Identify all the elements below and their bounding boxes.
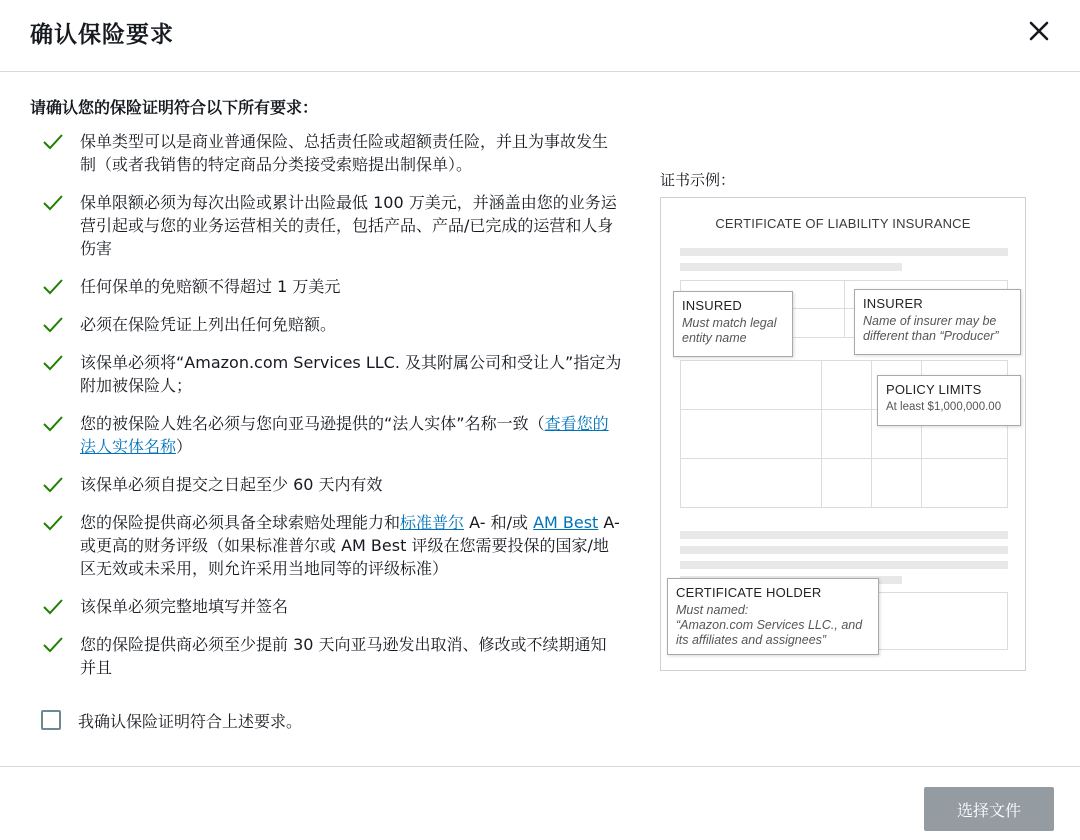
standard-poors-link[interactable]: 标准普尔: [400, 513, 465, 532]
placeholder-bar: [680, 248, 1008, 256]
check-icon: [42, 415, 64, 433]
requirement-text-part: A- 和/或: [464, 513, 534, 532]
confirm-label[interactable]: 我确认保险证明符合上述要求。: [78, 711, 303, 731]
confirm-checkbox[interactable]: [41, 710, 61, 730]
check-icon: [42, 316, 64, 334]
placeholder-bar: [680, 531, 1008, 539]
view-legal-entity-link[interactable]: 查看您的法人实体名称: [80, 414, 609, 456]
insurer-desc: Name of insurer may be different than “Producer”: [863, 314, 999, 343]
certificate-holder-callout: [667, 578, 879, 655]
confirm-row: [41, 708, 302, 732]
insurer-callout: [854, 289, 1021, 355]
requirement-item: [42, 275, 622, 298]
certificate-title: CERTIFICATE OF LIABILITY INSURANCE: [715, 216, 971, 231]
requirement-text: 您的保险提供商必须至少提前 30 天向亚马逊发出取消、修改或不续期通知并且: [80, 635, 607, 677]
placeholder-bar: [680, 546, 1008, 554]
sample-label: 证书示例：: [660, 171, 736, 189]
policy-limits-desc: At least $1,000,000.00: [886, 401, 1002, 413]
requirement-item: [42, 595, 622, 618]
dialog-title: 确认保险要求: [30, 22, 174, 48]
check-icon: [42, 598, 64, 616]
grid-line: [680, 458, 1008, 459]
requirement-text: [80, 513, 620, 578]
requirement-text: 该保单必须完整地填写并签名: [80, 597, 289, 616]
requirement-item: [42, 511, 622, 580]
requirement-item: [42, 130, 622, 176]
grid-line: [821, 360, 822, 508]
holder-desc: [676, 603, 870, 648]
check-icon: [42, 354, 64, 372]
grid-line: [844, 280, 845, 338]
placeholder-bar: [680, 561, 1008, 569]
requirement-text: 该保单必须自提交之日起至少 60 天内有效: [80, 475, 383, 494]
select-file-button[interactable]: 选择文件: [924, 787, 1054, 831]
check-icon: [42, 278, 64, 296]
policy-limits-title: POLICY LIMITS: [886, 382, 982, 397]
requirement-item: [42, 313, 622, 336]
requirement-text-part: 您的被保险人姓名必须与您向亚马逊提供的“法人实体”名称一致（: [80, 414, 545, 433]
dialog-footer: [0, 766, 1080, 840]
holder-desc-line: its affiliates and assignees”: [676, 633, 827, 647]
check-icon: [42, 476, 64, 494]
requirement-text: [80, 414, 609, 456]
insured-callout: [673, 291, 793, 357]
insurer-title: INSURER: [863, 296, 923, 311]
holder-desc-line: Must named:: [676, 603, 749, 617]
requirement-text: 必须在保险凭证上列出任何免赔额。: [80, 315, 337, 334]
close-icon: [1024, 16, 1054, 46]
requirement-item: [42, 473, 622, 496]
requirement-item: [42, 351, 622, 397]
placeholder-bar: [680, 263, 902, 271]
holder-title: CERTIFICATE HOLDER: [676, 585, 822, 600]
am-best-link[interactable]: AM Best: [533, 513, 599, 532]
dialog-header: [0, 0, 1080, 72]
close-button[interactable]: [1024, 16, 1054, 46]
insured-title: INSURED: [682, 298, 742, 313]
requirement-item: [42, 191, 622, 260]
holder-desc-line: “Amazon.com Services LLC., and: [676, 618, 863, 632]
requirement-text-part: 您的保险提供商必须具备全球索赔处理能力和: [80, 513, 401, 532]
insured-desc: Must match legal entity name: [682, 316, 777, 345]
requirements-intro: 请确认您的保险证明符合以下所有要求：: [30, 98, 319, 117]
check-icon: [42, 636, 64, 654]
requirement-text: 保单限额必须为每次出险或累计出险最低 100 万美元，并涵盖由您的业务运营引起或与您的业务运营相关的责任，包括产品、产品/已完成的运营和人身伤害: [80, 193, 617, 258]
requirement-text-part: ）: [176, 437, 193, 456]
requirement-text: 任何保单的免赔额不得超过 1 万美元: [80, 277, 341, 296]
check-icon: [42, 133, 64, 151]
check-icon: [42, 194, 64, 212]
requirement-text-part: A- 或更高的财务评级（如果标准普尔或 AM Best 评级在您需要投保的国家/地区无效或未采用，则允许采用当地同等的评级标准）: [80, 513, 620, 578]
requirement-item: [42, 412, 622, 458]
check-icon: [42, 514, 64, 532]
requirement-text: 保单类型可以是商业普通保险、总括责任险或超额责任险，并且为事故发生制（或者我销售的特定商品分类接受索赔提出制保单）。: [80, 132, 609, 174]
requirement-item: [42, 633, 622, 679]
requirements-list: [42, 130, 622, 694]
policy-limits-callout: [877, 375, 1021, 426]
certificate-sample: [660, 197, 1026, 671]
grid-line: [871, 360, 872, 508]
requirement-text: 该保单必须将“Amazon.com Services LLC. 及其附属公司和受让人”指定为附加被保险人；: [80, 353, 622, 395]
